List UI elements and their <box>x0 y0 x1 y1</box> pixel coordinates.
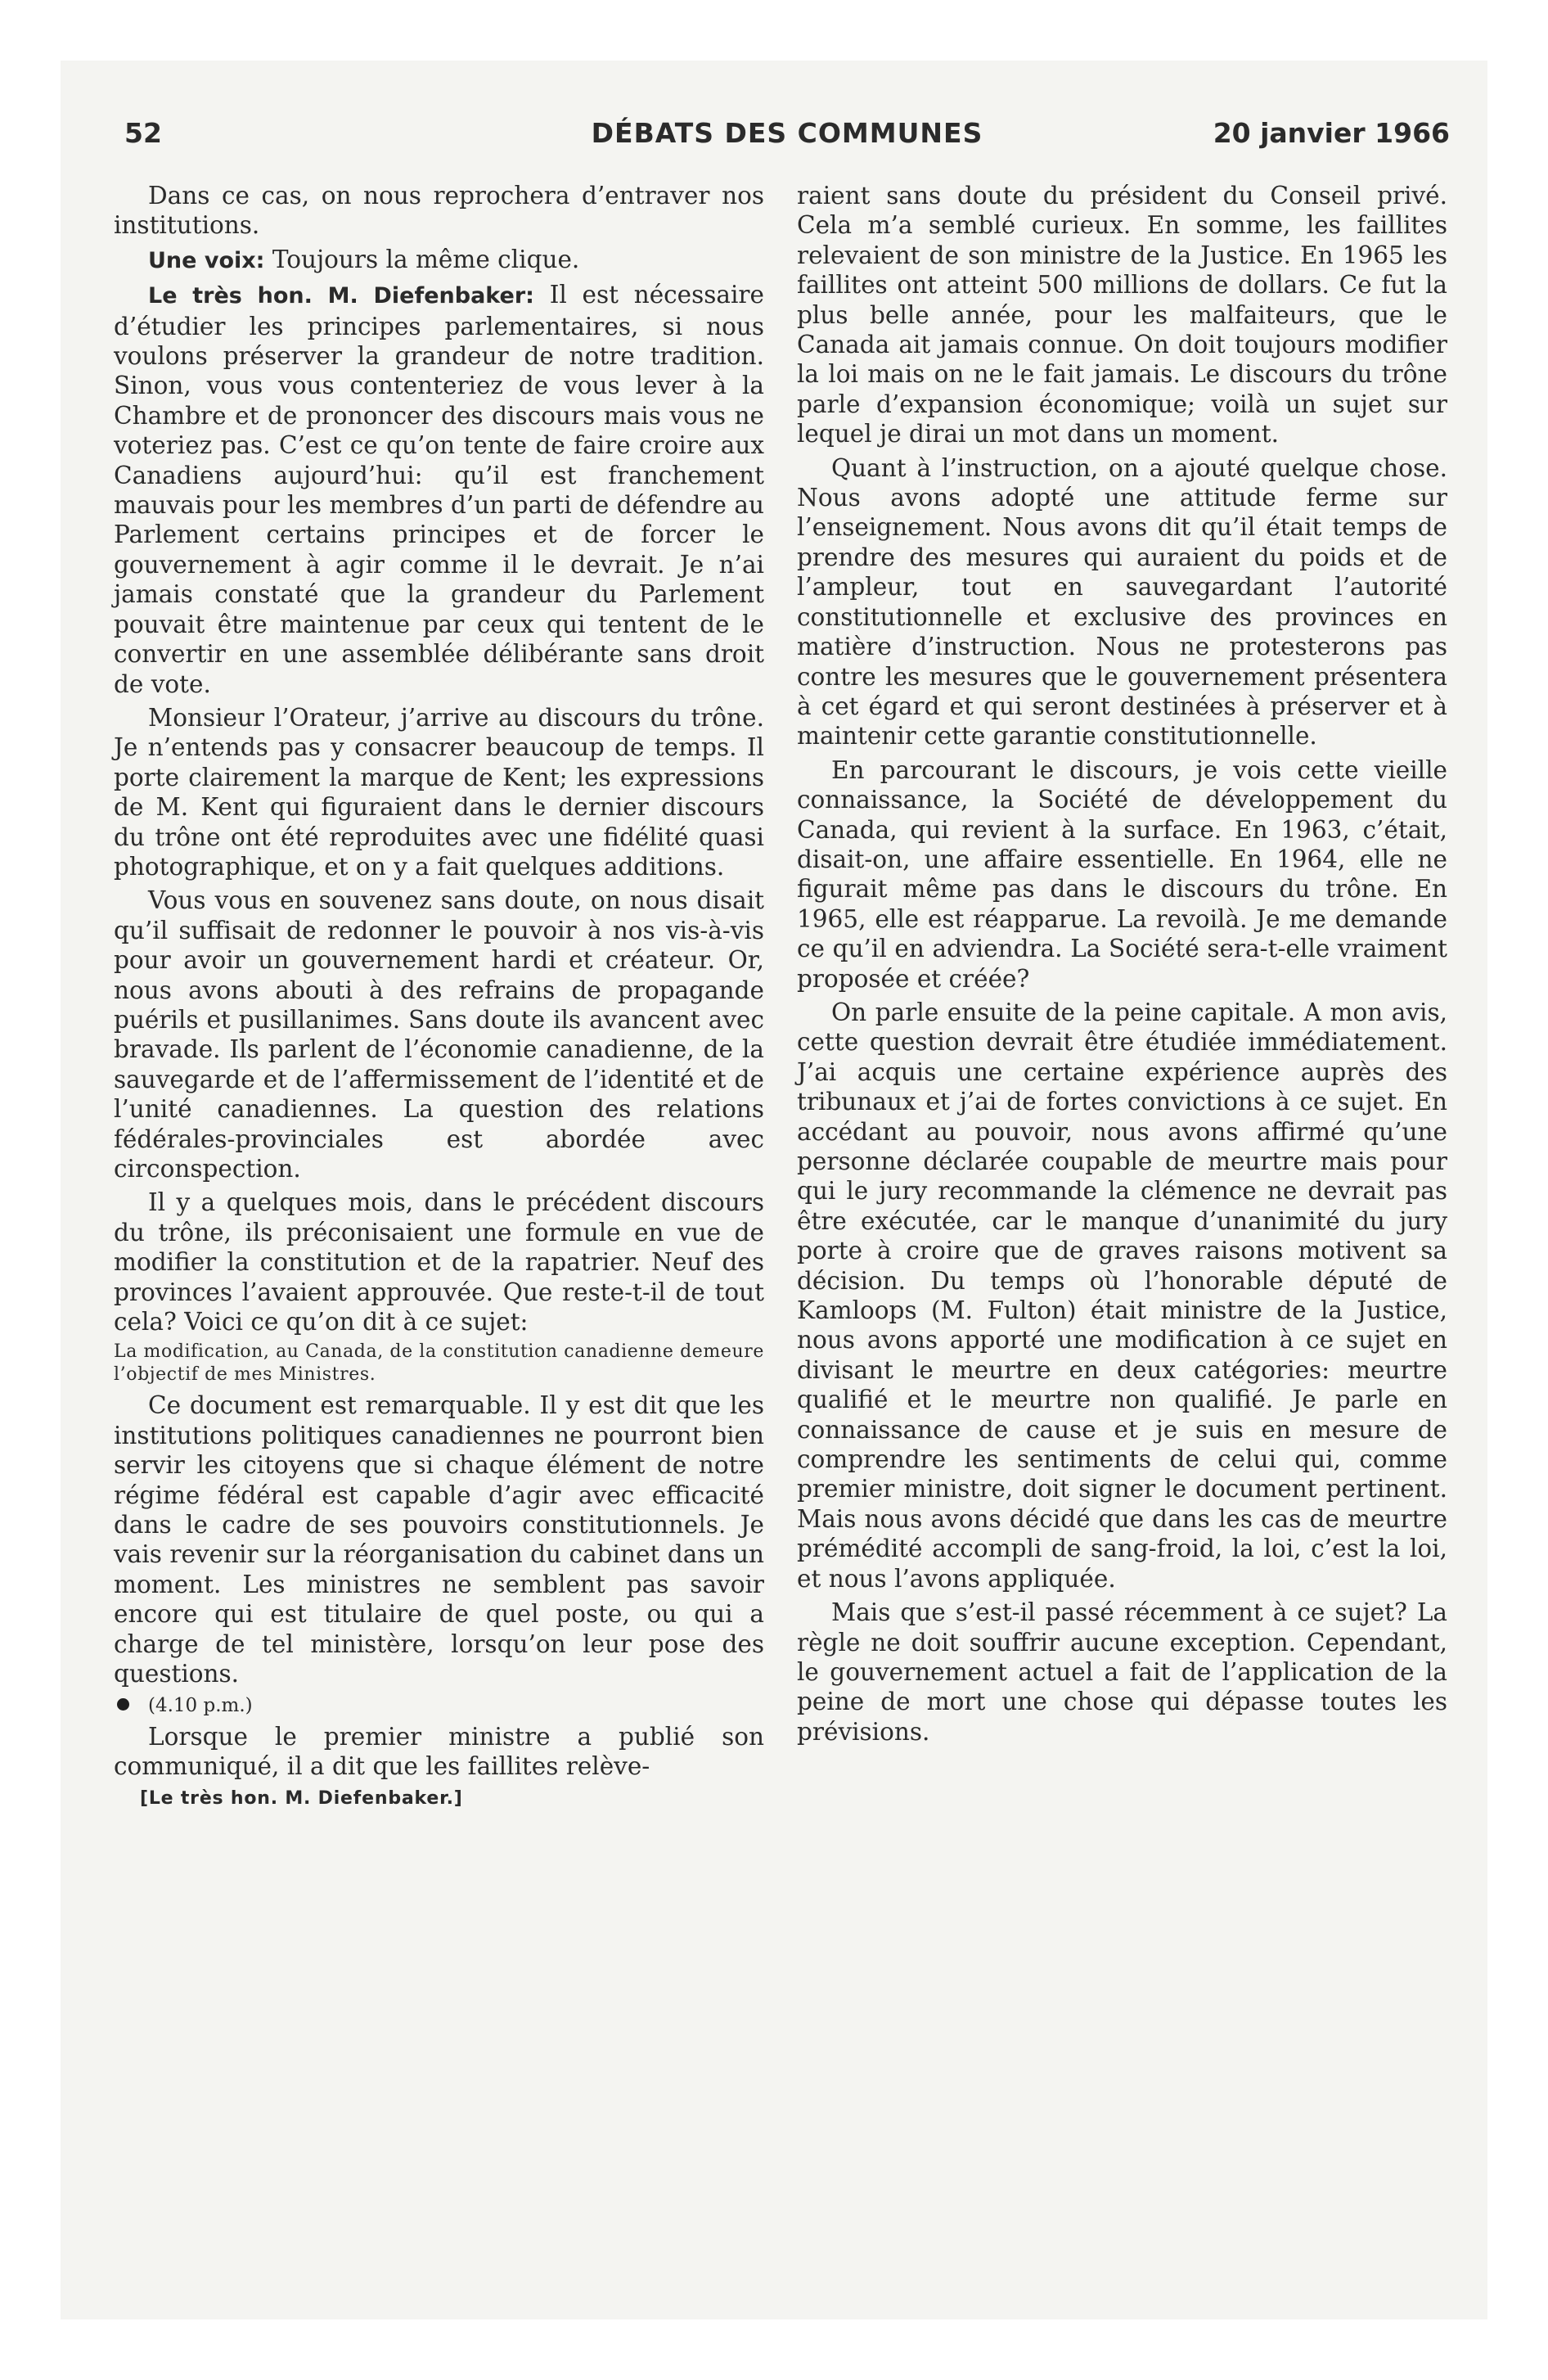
timestamp-text: (4.10 p.m.) <box>148 1694 253 1716</box>
speech-text: Toujours la même clique. <box>272 245 580 273</box>
page-header <box>124 117 1450 153</box>
paragraph: On parle ensuite de la peine capitale. A mon avis, cette question devrait être étudiée immédiatement. J’ai acquis une certaine expérience auprès des tribunaux et j’ai de fortes convictions à ce sujet. En accédant au pouvoir, nous avons affirmé qu’une personne déclarée coupable de meurtre mais pour qui le jury recommande la clémence ne devrait pas être exécutée, car le manque d’unanimité du jury porte à croire que de graves raisons motivent sa décision. Du temps où l’honorable député de Kamloops (M. Fulton) était ministre de la Justice, nous avons apporté une modification à ce sujet en divisant le meurtre en deux catégories: meurtre qualifié et le meurtre non qualifié. Je parle en connaissance de cause et je suis en mesure de comprendre les sentiments de celui qui, comme premier ministre, doit signer le document pertinent. Mais nous avons décidé que dans les cas de meurtre prémédité accompli de sang-froid, la loi, c’est la loi, et nous l’avons appliquée. <box>797 998 1447 1593</box>
speaker-name: Le très hon. M. Diefenbaker: <box>148 283 534 309</box>
left-column <box>114 181 764 1815</box>
paragraph: Mais que s’est-il passé récemment à ce sujet? La règle ne doit souffrir aucune exception. Cependant, le gouvernement actuel a fait de l’application de la peine de mort une chose qui dépasse toutes les prévisions. <box>797 1598 1447 1746</box>
page-date: 20 janvier 1966 <box>1213 117 1450 149</box>
paragraph: En parcourant le discours, je vois cette vieille connaissance, la Société de développement du Canada, qui revient à la surface. En 1963, c’était, disait-on, une affaire essentielle. En 1964, elle ne figurait même pas dans le discours du trône. En 1965, elle est réapparue. La revoilà. Je me demande ce qu’il en adviendra. La Société sera-t-elle vraiment proposée et créée? <box>797 755 1447 993</box>
paragraph: Il y a quelques mois, dans le précédent discours du trône, ils préconisaient une formule en vue de modifier la constitution et de la rapatrier. Neuf des provinces l’avaient approuvée. Que reste-t-il de tout cela? Voici ce qu’on dit à ce sujet: <box>114 1188 764 1336</box>
publication-title: DÉBATS DES COMMUNES <box>591 117 983 149</box>
speaker-reference <box>114 1785 764 1811</box>
speaker-reference-text: [Le très hon. M. Diefenbaker.] <box>140 1788 463 1810</box>
paragraph: Lorsque le premier ministre a publié son communiqué, il a dit que les faillites relève- <box>114 1722 764 1780</box>
block-quote: La modification, au Canada, de la constitution canadienne demeure l’objectif de mes Ministres. <box>114 1341 764 1386</box>
page-number: 52 <box>124 117 162 149</box>
right-column <box>797 181 1447 1751</box>
paragraph <box>114 245 764 276</box>
paragraph: Vous vous en souvenez sans doute, on nous disait qu’il suffisait de redonner le pouvoir à nos vis-à-vis pour avoir un gouvernement hardi et créateur. Or, nous avons abouti à des refrains de propagande puérils et pusillanimes. Sans doute ils avancent avec bravade. Ils parlent de l’économie canadienne, de la sauvegarde et de l’affermissement de l’identité et de l’unité canadiennes. La question des relations fédérales-provinciales est abordée avec circonspection. <box>114 886 764 1183</box>
paragraph: Quant à l’instruction, on a ajouté quelque chose. Nous avons adopté une attitude ferme sur l’enseignement. Nous avons dit qu’il était temps de prendre des mesures qui auraient du poids et de l’ampleur, tout en sauvegardant l’autorité constitutionnelle et exclusive des provinces en matière d’instruction. Nous ne protesterons pas contre les mesures que le gouvernement présentera à cet égard et qui seront destinées à préserver et à maintenir cette garantie constitutionnelle. <box>797 453 1447 751</box>
paragraph: Monsieur l’Orateur, j’arrive au discours du trône. Je n’entends pas y consacrer beaucoup de temps. Il porte clairement la marque de Kent; les expressions de M. Kent qui figuraient dans le dernier discours du trône ont été reproduites avec une fidélité quasi photographique, et on y a fait quelques additions. <box>114 703 764 881</box>
timestamp <box>114 1693 764 1718</box>
paragraph: Dans ce cas, on nous reprochera d’entraver nos institutions. <box>114 182 764 240</box>
paragraph <box>114 280 764 699</box>
paragraph: Ce document est remarquable. Il y est dit que les institutions politiques canadiennes ne pourront bien servir les citoyens que si chaque élément de notre régime fédéral est capable d’agir avec efficacité dans le cadre de ses pouvoirs constitutionnels. Je vais revenir sur la réorganisation du cabinet dans un moment. Les ministres ne semblent pas savoir encore qui est titulaire de quel poste, ou qui a charge de tel ministère, lorsqu’on leur pose des questions. <box>114 1391 764 1688</box>
speech-text: Il est nécessaire d’étudier les principes parlementaires, si nous voulons préserver la grandeur de notre tradition. Sinon, vous vous contenteriez de vous lever à la Chambre et de prononcer des discours mais vous ne voteriez pas. C’est ce qu’on tente de faire croire aux Canadiens aujourd’hui: qu’il est franchement mauvais pour les membres d’un parti de défendre au Parlement certains principes et de forcer le gouvernement à agir comme il le devrait. Je n’ai jamais constaté que la grandeur du Parlement pouvait être maintenue par ceux qui tentent de le convertir en une assemblée délibérante sans droit de vote. <box>114 281 764 698</box>
speaker-name: Une voix: <box>148 247 265 273</box>
bullet-icon <box>117 1698 129 1711</box>
paragraph: raient sans doute du président du Conseil privé. Cela m’a semblé curieux. En somme, les faillites relevaient de son ministre de la Justice. En 1965 les faillites ont atteint 500 millions de dollars. Ce fut la plus belle année, pour les malfaiteurs, que le Canada ait jamais connue. On doit toujours modifier la loi mais on ne le fait jamais. Le discours du trône parle d’expansion économique; voilà un sujet sur lequel je dirai un mot dans un moment. <box>797 182 1447 449</box>
